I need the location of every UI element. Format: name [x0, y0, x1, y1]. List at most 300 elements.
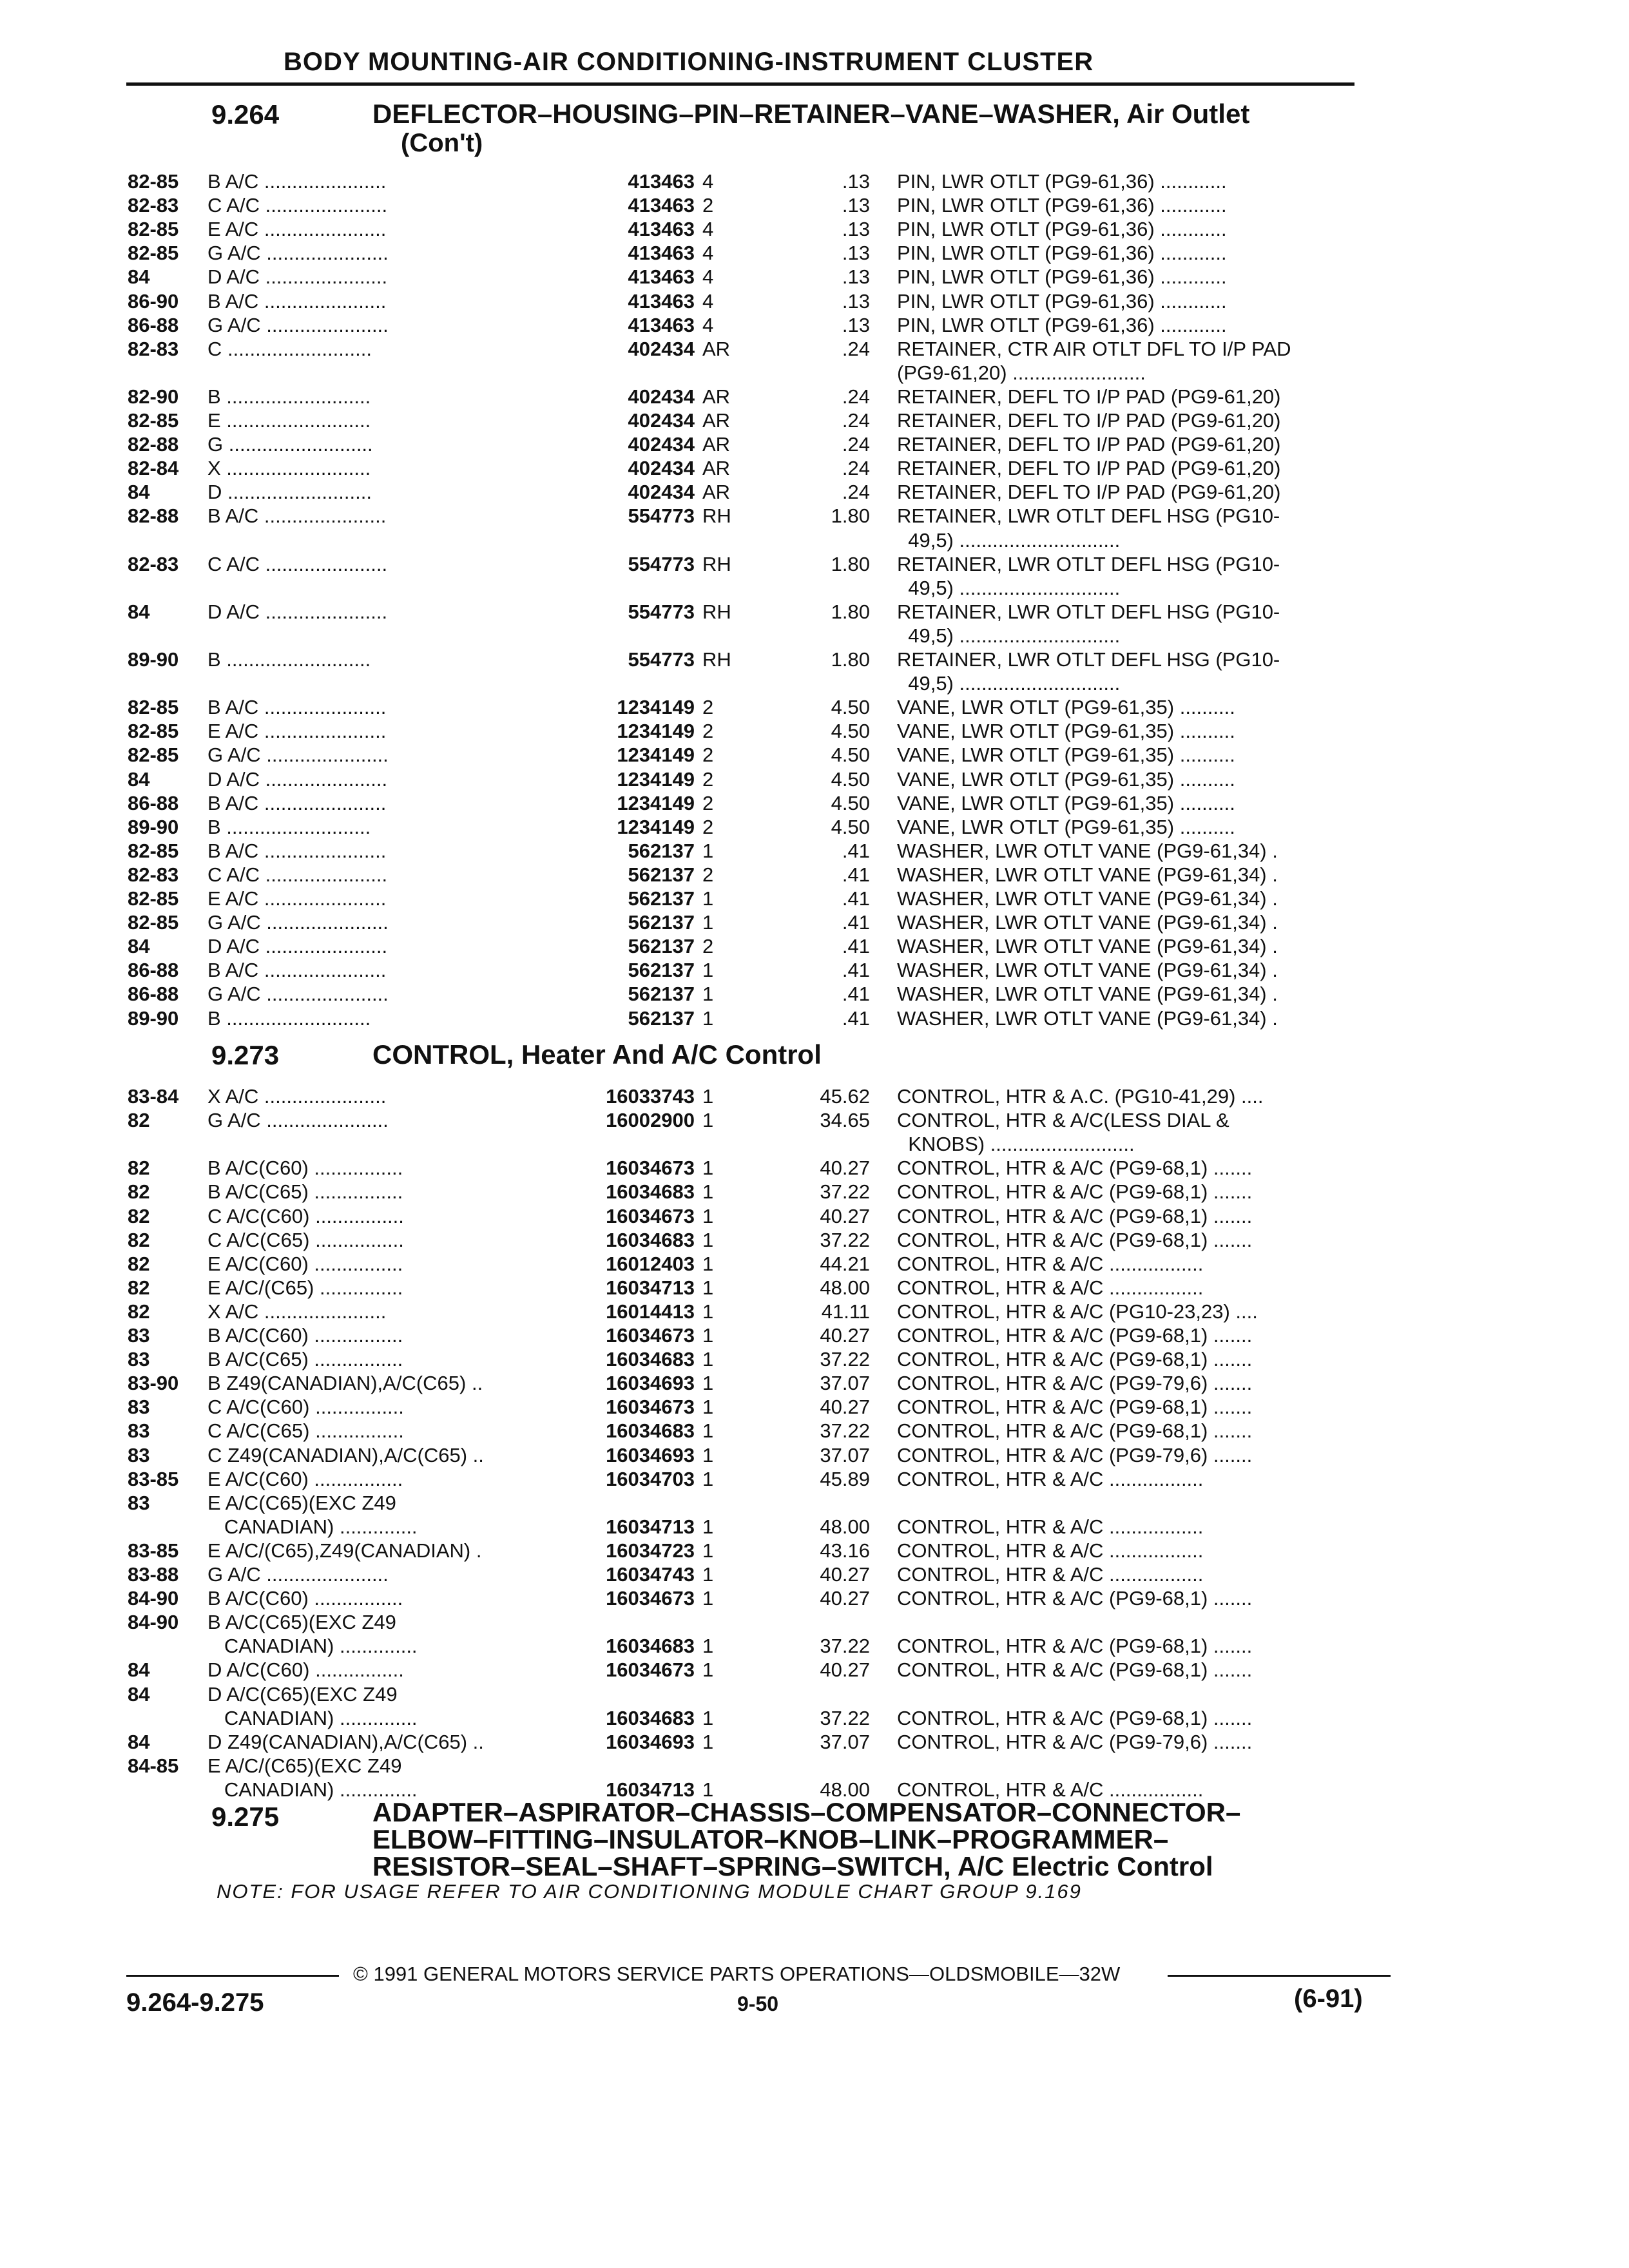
row-application: G A/C ...................... — [207, 911, 389, 934]
row-quantity: 1 — [702, 911, 714, 934]
row-description: CONTROL, HTR & A/C (PG10-23,23) .... — [897, 1300, 1258, 1323]
row-description: RETAINER, LWR OTLT DEFL HSG (PG10- — [897, 553, 1280, 575]
row-quantity: 2 — [702, 720, 714, 742]
row-year: 83 — [128, 1419, 150, 1442]
row-application: C A/C(C60) ................ — [207, 1205, 404, 1227]
row-part-number: 1234149 — [617, 720, 695, 742]
parts-row — [0, 1731, 1629, 1754]
row-quantity: 1 — [702, 1007, 714, 1030]
parts-row — [0, 1229, 1629, 1253]
row-quantity: 1 — [702, 1085, 714, 1108]
parts-row — [0, 911, 1629, 935]
row-year: 82-85 — [128, 218, 179, 240]
row-part-number: 562137 — [628, 1007, 695, 1030]
row-quantity: 2 — [702, 194, 714, 216]
row-application: B A/C(C65)(EXC Z49 — [207, 1611, 396, 1633]
row-part-number: 562137 — [628, 840, 695, 862]
row-part-number: 562137 — [628, 935, 695, 957]
row-price: 37.22 — [820, 1419, 870, 1442]
row-quantity: 4 — [702, 242, 714, 264]
parts-row — [0, 696, 1629, 720]
row-year: 82 — [128, 1180, 150, 1203]
row-application: C Z49(CANADIAN),A/C(C65) .. — [207, 1444, 484, 1466]
footer-page-number: 9-50 — [737, 1992, 779, 2015]
row-part-number: 402434 — [628, 457, 695, 479]
row-year: 84 — [128, 481, 150, 503]
row-part-number: 1234149 — [617, 768, 695, 791]
row-part-number: 562137 — [628, 959, 695, 981]
parts-row — [0, 816, 1629, 840]
parts-row — [0, 1396, 1629, 1419]
parts-row — [0, 505, 1629, 528]
parts-row — [0, 1157, 1629, 1180]
row-description: 49,5) ............................. — [897, 577, 1121, 599]
row-price: 4.50 — [831, 768, 870, 791]
row-quantity: 1 — [702, 1324, 714, 1347]
row-price: 4.50 — [831, 792, 870, 814]
row-application: E A/C(C65)(EXC Z49 — [207, 1492, 396, 1514]
row-quantity: 1 — [702, 1276, 714, 1299]
row-part-number: 16034743 — [606, 1563, 695, 1586]
row-application: B .......................... — [207, 385, 371, 408]
row-price: 40.27 — [820, 1157, 870, 1179]
row-year: 84-85 — [128, 1754, 179, 1777]
section-title: CONTROL, Heater And A/C Control — [372, 1039, 822, 1070]
row-quantity: RH — [702, 601, 731, 623]
row-application: E A/C/(C65)(EXC Z49 — [207, 1754, 402, 1777]
row-description: VANE, LWR OTLT (PG9-61,35) .......... — [897, 768, 1235, 791]
row-description: CONTROL, HTR & A/C (PG9-68,1) ....... — [897, 1658, 1253, 1681]
parts-row — [0, 1563, 1629, 1587]
row-part-number: 16034673 — [606, 1205, 695, 1227]
row-description: CONTROL, HTR & A/C (PG9-79,6) ....... — [897, 1444, 1253, 1466]
row-quantity: 2 — [702, 768, 714, 791]
row-description: CONTROL, HTR & A/C (PG9-68,1) ....... — [897, 1205, 1253, 1227]
row-part-number: 413463 — [628, 314, 695, 336]
row-part-number: 16012403 — [606, 1253, 695, 1275]
parts-row — [0, 648, 1629, 672]
row-application: G A/C ...................... — [207, 744, 389, 766]
row-application: C .......................... — [207, 338, 372, 360]
row-quantity: 1 — [702, 1635, 714, 1657]
parts-row — [0, 601, 1629, 624]
row-application: B A/C ...................... — [207, 170, 387, 193]
row-application: E A/C ...................... — [207, 887, 387, 910]
footer-copyright: © 1991 GENERAL MOTORS SERVICE PARTS OPERATIONS—OLDSMOBILE—32W — [353, 1963, 1121, 1985]
parts-row — [0, 935, 1629, 959]
row-price: 48.00 — [820, 1276, 870, 1299]
row-quantity: 1 — [702, 1109, 714, 1131]
parts-row — [0, 672, 1629, 696]
row-quantity: AR — [702, 409, 731, 432]
row-quantity: 1 — [702, 1229, 714, 1251]
parts-row — [0, 1007, 1629, 1031]
row-year: 83-85 — [128, 1539, 179, 1562]
parts-row — [0, 1754, 1629, 1778]
row-quantity: AR — [702, 457, 731, 479]
row-description: CONTROL, HTR & A/C ................. — [897, 1563, 1204, 1586]
row-part-number: 16034693 — [606, 1372, 695, 1394]
parts-row — [0, 1419, 1629, 1443]
row-quantity: 2 — [702, 863, 714, 886]
parts-row — [0, 1276, 1629, 1300]
row-part-number: 1234149 — [617, 696, 695, 718]
row-description: RETAINER, DEFL TO I/P PAD (PG9-61,20) — [897, 433, 1281, 456]
row-part-number: 413463 — [628, 242, 695, 264]
row-year: 82 — [128, 1253, 150, 1275]
section-title-line: ELBOW–FITTING–INSULATOR–KNOB–LINK–PROGRAMMER– — [372, 1824, 1169, 1854]
parts-row — [0, 265, 1629, 289]
row-price: .13 — [842, 194, 870, 216]
row-application: B A/C(C60) ................ — [207, 1157, 403, 1179]
row-description: PIN, LWR OTLT (PG9-61,36) ............ — [897, 170, 1227, 193]
row-part-number: 1234149 — [617, 744, 695, 766]
parts-row — [0, 290, 1629, 314]
row-part-number: 562137 — [628, 983, 695, 1005]
parts-row — [0, 553, 1629, 577]
row-year: 82-85 — [128, 409, 179, 432]
row-part-number: 16034683 — [606, 1348, 695, 1370]
row-year: 82-84 — [128, 457, 179, 479]
row-application: B A/C ...................... — [207, 959, 387, 981]
row-description: VANE, LWR OTLT (PG9-61,35) .......... — [897, 720, 1235, 742]
parts-row — [0, 624, 1629, 648]
row-part-number: 1234149 — [617, 792, 695, 814]
row-description: CONTROL, HTR & A/C (PG9-68,1) ....... — [897, 1324, 1253, 1347]
row-application: CANADIAN) .............. — [207, 1635, 418, 1657]
page-header-title: BODY MOUNTING-AIR CONDITIONING-INSTRUMENT CLUSTER — [284, 48, 1094, 76]
row-description: PIN, LWR OTLT (PG9-61,36) ............ — [897, 242, 1227, 264]
row-description: CONTROL, HTR & A/C (PG9-68,1) ....... — [897, 1229, 1253, 1251]
row-description: CONTROL, HTR & A/C ................. — [897, 1468, 1204, 1490]
parts-row — [0, 361, 1629, 385]
row-quantity: 1 — [702, 1539, 714, 1562]
header-rule — [126, 82, 1354, 86]
row-year: 82-85 — [128, 720, 179, 742]
row-price: 45.62 — [820, 1085, 870, 1108]
row-price: 40.27 — [820, 1587, 870, 1610]
row-year: 82 — [128, 1205, 150, 1227]
row-description: CONTROL, HTR & A/C (PG9-68,1) ....... — [897, 1396, 1253, 1418]
row-year: 82-85 — [128, 911, 179, 934]
row-description: PIN, LWR OTLT (PG9-61,36) ............ — [897, 314, 1227, 336]
row-description: WASHER, LWR OTLT VANE (PG9-61,34) . — [897, 863, 1278, 886]
parts-row — [0, 218, 1629, 242]
row-application: CANADIAN) .............. — [207, 1515, 418, 1538]
row-description: PIN, LWR OTLT (PG9-61,36) ............ — [897, 290, 1227, 312]
row-application: B A/C ...................... — [207, 792, 387, 814]
row-year: 82-83 — [128, 338, 179, 360]
row-application: B .......................... — [207, 648, 371, 671]
row-description: WASHER, LWR OTLT VANE (PG9-61,34) . — [897, 840, 1278, 862]
row-year: 82 — [128, 1157, 150, 1179]
row-part-number: 16034673 — [606, 1157, 695, 1179]
row-part-number: 16034673 — [606, 1658, 695, 1681]
row-quantity: 1 — [702, 1563, 714, 1586]
row-application: B A/C ...................... — [207, 696, 387, 718]
row-description: RETAINER, DEFL TO I/P PAD (PG9-61,20) — [897, 457, 1281, 479]
row-quantity: 1 — [702, 1731, 714, 1753]
section-number: 9.264 — [211, 99, 280, 130]
row-price: 44.21 — [820, 1253, 870, 1275]
row-description: WASHER, LWR OTLT VANE (PG9-61,34) . — [897, 935, 1278, 957]
row-price: .24 — [842, 457, 870, 479]
section-title-line: ADAPTER–ASPIRATOR–CHASSIS–COMPENSATOR–CONNECTOR– — [372, 1797, 1241, 1827]
row-application: X .......................... — [207, 457, 371, 479]
row-quantity: 2 — [702, 744, 714, 766]
section-title-line: RESISTOR–SEAL–SHAFT–SPRING–SWITCH, A/C Electric Control — [372, 1851, 1213, 1881]
parts-row — [0, 1133, 1629, 1157]
parts-row — [0, 170, 1629, 194]
parts-row — [0, 1109, 1629, 1133]
row-price: 43.16 — [820, 1539, 870, 1562]
row-description: PIN, LWR OTLT (PG9-61,36) ............ — [897, 218, 1227, 240]
row-price: .13 — [842, 265, 870, 288]
row-description: VANE, LWR OTLT (PG9-61,35) .......... — [897, 696, 1235, 718]
parts-row — [0, 1348, 1629, 1372]
row-application: G A/C ...................... — [207, 1109, 389, 1131]
row-description: (PG9-61,20) ........................ — [897, 361, 1146, 384]
row-part-number: 16034713 — [606, 1276, 695, 1299]
parts-row — [0, 1611, 1629, 1635]
row-application: X A/C ...................... — [207, 1085, 387, 1108]
row-year: 82-83 — [128, 553, 179, 575]
row-application: B Z49(CANADIAN),A/C(C65) .. — [207, 1372, 483, 1394]
row-year: 83 — [128, 1348, 150, 1370]
row-quantity: 1 — [702, 1468, 714, 1490]
row-application: E A/C/(C65),Z49(CANADIAN) . — [207, 1539, 482, 1562]
row-quantity: 4 — [702, 314, 714, 336]
row-quantity: 1 — [702, 1419, 714, 1442]
row-application: E A/C(C60) ................ — [207, 1468, 403, 1490]
row-application: X A/C ...................... — [207, 1300, 387, 1323]
row-description: VANE, LWR OTLT (PG9-61,35) .......... — [897, 816, 1235, 838]
row-price: .24 — [842, 481, 870, 503]
row-description: WASHER, LWR OTLT VANE (PG9-61,34) . — [897, 887, 1278, 910]
parts-row — [0, 1468, 1629, 1492]
row-year: 82-85 — [128, 696, 179, 718]
row-price: .41 — [842, 887, 870, 910]
row-part-number: 16034673 — [606, 1396, 695, 1418]
row-year: 86-88 — [128, 983, 179, 1005]
row-price: 1.80 — [831, 648, 870, 671]
row-year: 82-83 — [128, 863, 179, 886]
parts-row — [0, 457, 1629, 481]
row-price: 40.27 — [820, 1563, 870, 1586]
row-quantity: AR — [702, 433, 731, 456]
row-application: C A/C(C60) ................ — [207, 1396, 404, 1418]
parts-row — [0, 1539, 1629, 1563]
row-year: 82-83 — [128, 194, 179, 216]
row-year: 83 — [128, 1492, 150, 1514]
row-price: .41 — [842, 863, 870, 886]
row-part-number: 554773 — [628, 553, 695, 575]
row-application: D A/C ...................... — [207, 935, 388, 957]
row-price: 40.27 — [820, 1658, 870, 1681]
row-price: 1.80 — [831, 601, 870, 623]
row-application: B A/C ...................... — [207, 290, 387, 312]
row-year: 82-90 — [128, 385, 179, 408]
row-quantity: 1 — [702, 1300, 714, 1323]
row-part-number: 402434 — [628, 481, 695, 503]
row-description: CONTROL, HTR & A/C (PG9-79,6) ....... — [897, 1731, 1253, 1753]
row-description: WASHER, LWR OTLT VANE (PG9-61,34) . — [897, 983, 1278, 1005]
row-year: 82-85 — [128, 887, 179, 910]
row-quantity: 1 — [702, 1253, 714, 1275]
row-part-number: 413463 — [628, 265, 695, 288]
row-description: RETAINER, DEFL TO I/P PAD (PG9-61,20) — [897, 385, 1281, 408]
section-number: 9.273 — [211, 1040, 280, 1070]
row-application: D A/C ...................... — [207, 265, 388, 288]
row-description: 49,5) ............................. — [897, 672, 1121, 695]
parts-row — [0, 1324, 1629, 1348]
row-price: 48.00 — [820, 1778, 870, 1801]
row-description: WASHER, LWR OTLT VANE (PG9-61,34) . — [897, 959, 1278, 981]
row-year: 84 — [128, 1731, 150, 1753]
row-application: D A/C(C60) ................ — [207, 1658, 404, 1681]
row-application: D A/C ...................... — [207, 601, 388, 623]
row-quantity: 1 — [702, 959, 714, 981]
row-year: 89-90 — [128, 648, 179, 671]
row-price: .24 — [842, 338, 870, 360]
row-description: 49,5) ............................. — [897, 624, 1121, 647]
row-application: G A/C ...................... — [207, 983, 389, 1005]
row-quantity: 4 — [702, 218, 714, 240]
row-price: 37.07 — [820, 1731, 870, 1753]
row-part-number: 16034673 — [606, 1324, 695, 1347]
row-price: 37.22 — [820, 1707, 870, 1729]
row-price: 40.27 — [820, 1324, 870, 1347]
row-part-number: 16034683 — [606, 1635, 695, 1657]
row-application: C A/C(C65) ................ — [207, 1229, 404, 1251]
parts-row — [0, 481, 1629, 505]
row-part-number: 402434 — [628, 385, 695, 408]
row-application: E A/C ...................... — [207, 720, 387, 742]
row-price: 48.00 — [820, 1515, 870, 1538]
parts-row — [0, 1778, 1629, 1802]
parts-row — [0, 1658, 1629, 1682]
row-description: CONTROL, HTR & A/C ................. — [897, 1253, 1204, 1275]
row-price: 34.65 — [820, 1109, 870, 1131]
row-price: .41 — [842, 840, 870, 862]
row-application: B A/C(C60) ................ — [207, 1324, 403, 1347]
row-application: D A/C ...................... — [207, 768, 388, 791]
row-price: 40.27 — [820, 1205, 870, 1227]
row-year: 82-85 — [128, 170, 179, 193]
row-application: G A/C ...................... — [207, 242, 389, 264]
row-description: CONTROL, HTR & A/C (PG9-68,1) ....... — [897, 1587, 1253, 1610]
row-application: B .......................... — [207, 816, 371, 838]
parts-row — [0, 529, 1629, 553]
row-price: .13 — [842, 242, 870, 264]
row-application: G A/C ...................... — [207, 314, 389, 336]
row-quantity: 4 — [702, 265, 714, 288]
row-quantity: RH — [702, 648, 731, 671]
parts-row — [0, 744, 1629, 767]
section-number: 9.275 — [211, 1802, 280, 1832]
row-part-number: 16014413 — [606, 1300, 695, 1323]
row-year: 82-85 — [128, 840, 179, 862]
row-price: .13 — [842, 290, 870, 312]
row-part-number: 413463 — [628, 170, 695, 193]
row-year: 83-84 — [128, 1085, 179, 1108]
row-description: RETAINER, LWR OTLT DEFL HSG (PG10- — [897, 505, 1280, 527]
row-year: 86-88 — [128, 959, 179, 981]
row-description: VANE, LWR OTLT (PG9-61,35) .......... — [897, 792, 1235, 814]
row-part-number: 402434 — [628, 409, 695, 432]
row-quantity: 1 — [702, 1348, 714, 1370]
parts-row — [0, 792, 1629, 816]
row-part-number: 554773 — [628, 601, 695, 623]
parts-row — [0, 983, 1629, 1006]
parts-row — [0, 385, 1629, 409]
row-year: 84-90 — [128, 1587, 179, 1610]
row-year: 82-85 — [128, 242, 179, 264]
row-part-number: 554773 — [628, 648, 695, 671]
row-quantity: 1 — [702, 1180, 714, 1203]
row-description: CONTROL, HTR & A/C ................. — [897, 1276, 1204, 1299]
row-quantity: AR — [702, 385, 731, 408]
row-quantity: 1 — [702, 1444, 714, 1466]
row-description: PIN, LWR OTLT (PG9-61,36) ............ — [897, 194, 1227, 216]
row-application: D .......................... — [207, 481, 372, 503]
row-part-number: 413463 — [628, 218, 695, 240]
row-price: 40.27 — [820, 1396, 870, 1418]
parts-row — [0, 1253, 1629, 1276]
row-quantity: 1 — [702, 1658, 714, 1681]
row-year: 84 — [128, 1683, 150, 1706]
row-application: B A/C(C65) ................ — [207, 1180, 403, 1203]
row-part-number: 413463 — [628, 194, 695, 216]
row-price: 37.22 — [820, 1229, 870, 1251]
parts-row — [0, 959, 1629, 983]
row-quantity: 1 — [702, 1778, 714, 1801]
parts-row — [0, 1587, 1629, 1611]
row-price: .13 — [842, 170, 870, 193]
row-application: E A/C/(C65) ............... — [207, 1276, 403, 1299]
row-year: 82 — [128, 1300, 150, 1323]
row-price: 41.11 — [821, 1300, 870, 1323]
parts-row — [0, 1372, 1629, 1396]
row-part-number: 16034683 — [606, 1180, 695, 1203]
row-price: 45.89 — [820, 1468, 870, 1490]
row-part-number: 16034713 — [606, 1778, 695, 1801]
parts-row — [0, 338, 1629, 361]
row-description: RETAINER, LWR OTLT DEFL HSG (PG10- — [897, 648, 1280, 671]
row-description: CONTROL, HTR & A/C (PG9-68,1) ....... — [897, 1635, 1253, 1657]
row-year: 82-88 — [128, 505, 179, 527]
row-part-number: 16034703 — [606, 1468, 695, 1490]
row-year: 86-88 — [128, 314, 179, 336]
row-price: .41 — [842, 983, 870, 1005]
parts-row — [0, 577, 1629, 601]
row-description: PIN, LWR OTLT (PG9-61,36) ............ — [897, 265, 1227, 288]
row-application: B A/C ...................... — [207, 840, 387, 862]
row-description: KNOBS) .......................... — [897, 1133, 1135, 1155]
row-year: 83 — [128, 1324, 150, 1347]
row-quantity: 2 — [702, 792, 714, 814]
section-subtitle: (Con't) — [401, 129, 483, 157]
row-quantity: 1 — [702, 1587, 714, 1610]
row-application: CANADIAN) .............. — [207, 1707, 418, 1729]
row-description: CONTROL, HTR & A/C (PG9-68,1) ....... — [897, 1419, 1253, 1442]
row-description: CONTROL, HTR & A/C (PG9-68,1) ....... — [897, 1707, 1253, 1729]
row-year: 83-88 — [128, 1563, 179, 1586]
row-description: CONTROL, HTR & A/C(LESS DIAL & — [897, 1109, 1229, 1131]
row-year: 84 — [128, 768, 150, 791]
row-application: B A/C(C65) ................ — [207, 1348, 403, 1370]
row-price: .24 — [842, 433, 870, 456]
